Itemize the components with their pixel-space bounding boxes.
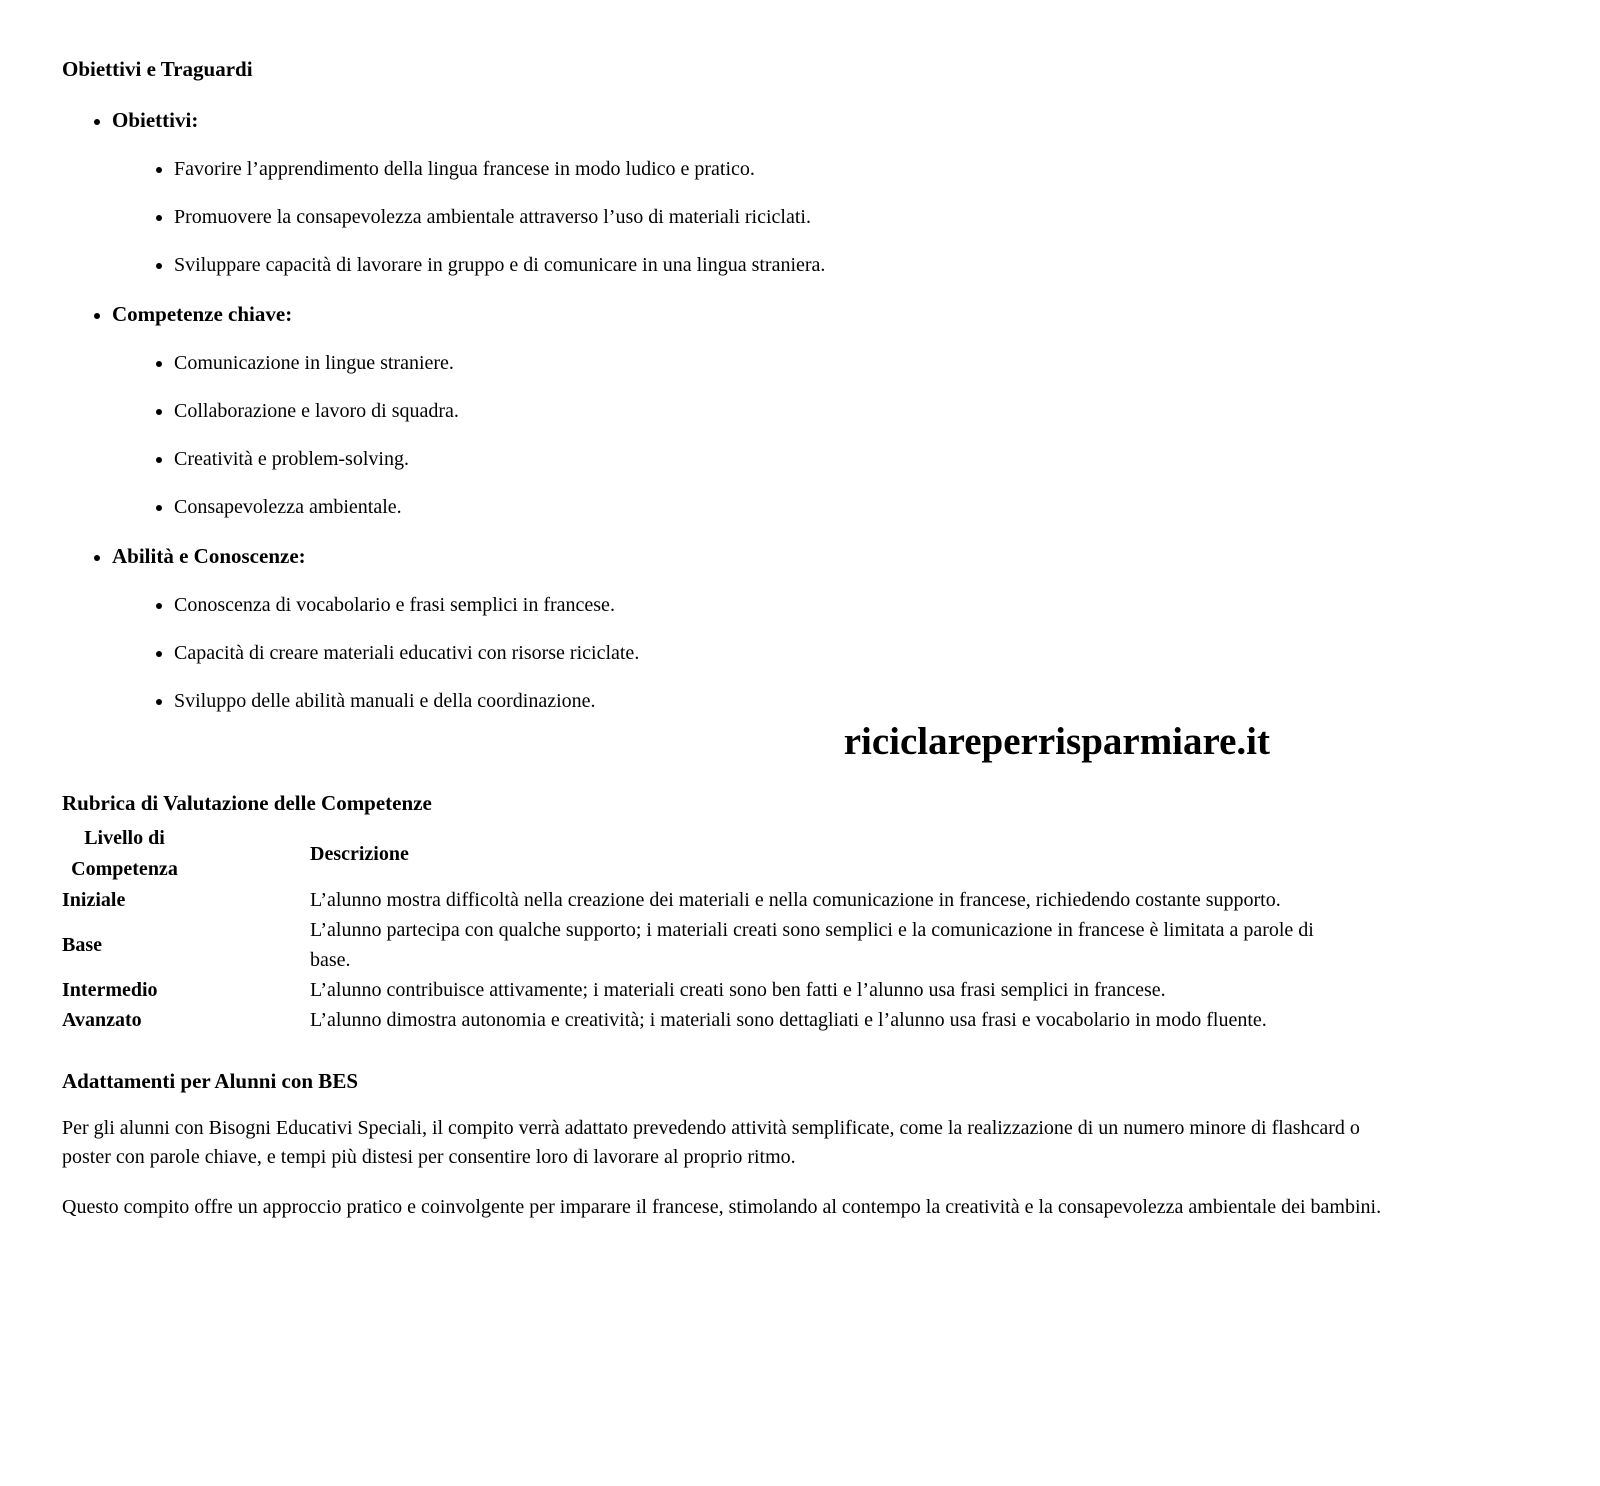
list-item: • Sviluppo delle abilità manuali e della coordinazione. <box>174 690 1538 713</box>
watermark-text: riciclareperrisparmiare.it <box>843 720 1270 764</box>
rubric-row-iniziale <box>62 885 1332 915</box>
level-cell: Iniziale <box>62 888 126 911</box>
objectives-list <box>62 108 1538 713</box>
description-cell: L’alunno mostra difficoltà nella creazione dei materiali e nella comunicazione in francese, richiedendo costante supporto. <box>310 889 1281 912</box>
objectives-heading: Obiettivi e Traguardi <box>62 57 253 81</box>
list-group-obiettivi <box>112 108 1538 277</box>
bes-paragraph: Questo compito offre un approccio pratico e coinvolgente per imparare il francese, stimolando al contempo la creatività e la consapevolezza ambientale dei bambini. <box>62 1196 1382 1219</box>
rubric-header-description: Descrizione <box>310 842 409 865</box>
rubric-header-level <box>62 823 310 885</box>
list-item: • Conoscenza di vocabolario e frasi semplici in francese. <box>174 594 1538 617</box>
description-cell: L’alunno partecipa con qualche supporto; i materiali creati sono semplici e la comunicazione in francese è limitata a parole di base. <box>310 919 1314 972</box>
list-item: • Promuovere la consapevolezza ambientale attraverso l’uso di materiali riciclati. <box>174 206 1538 229</box>
level-cell: Intermedio <box>62 978 158 1001</box>
list-item: • Favorire l’apprendimento della lingua francese in modo ludico e pratico. <box>174 158 1538 181</box>
list-item: • Consapevolezza ambientale. <box>174 496 1538 519</box>
rubric-row-base <box>62 915 1332 975</box>
rubric-header-level-label: Livello di Competenza <box>71 827 178 881</box>
bes-paragraph: Per gli alunni con Bisogni Educativi Speciali, il compito verrà adattato prevedendo attività semplificate, come la realizzazione di un numero minore di flashcard o poster con parole chiave, e tempi più distesi per consentire loro di lavorare al proprio ritmo. <box>62 1117 1360 1169</box>
list-item: • Collaborazione e lavoro di squadra. <box>174 400 1538 423</box>
description-cell: L’alunno dimostra autonomia e creatività; i materiali sono dettagliati e l’alunno usa frasi e vocabolario in modo fluente. <box>310 1009 1267 1032</box>
rubric-row-intermedio <box>62 975 1332 1005</box>
group-label-obiettivi: Obiettivi: <box>112 108 199 133</box>
list-item: • Comunicazione in lingue straniere. <box>174 352 1538 375</box>
list-item: • Capacità di creare materiali educativi con risorse riciclate. <box>174 642 1538 665</box>
rubric-header-row <box>62 823 1332 885</box>
rubric-row-avanzato <box>62 1005 1332 1035</box>
list-item: • Creatività e problem-solving. <box>174 448 1538 471</box>
list-group-competenze-chiave <box>112 302 1538 519</box>
list-group-abilita-conoscenze <box>112 544 1538 713</box>
sublist-obiettivi <box>112 158 1538 277</box>
rubric-heading: Rubrica di Valutazione delle Competenze <box>62 791 432 816</box>
level-cell: Avanzato <box>62 1008 142 1031</box>
sublist-competenze-chiave <box>112 352 1538 519</box>
list-item: • Sviluppare capacità di lavorare in gruppo e di comunicare in una lingua straniera. <box>174 254 1538 277</box>
rubric-table <box>62 823 1332 1035</box>
group-label-competenze-chiave: Competenze chiave: <box>112 302 293 327</box>
level-cell: Base <box>62 933 102 956</box>
sublist-abilita-conoscenze <box>112 594 1538 713</box>
group-label-abilita-conoscenze: Abilità e Conoscenze: <box>112 544 306 569</box>
description-cell: L’alunno contribuisce attivamente; i materiali creati sono ben fatti e l’alunno usa frasi semplici in francese. <box>310 979 1166 1002</box>
bes-heading: Adattamenti per Alunni con BES <box>62 1069 358 1094</box>
